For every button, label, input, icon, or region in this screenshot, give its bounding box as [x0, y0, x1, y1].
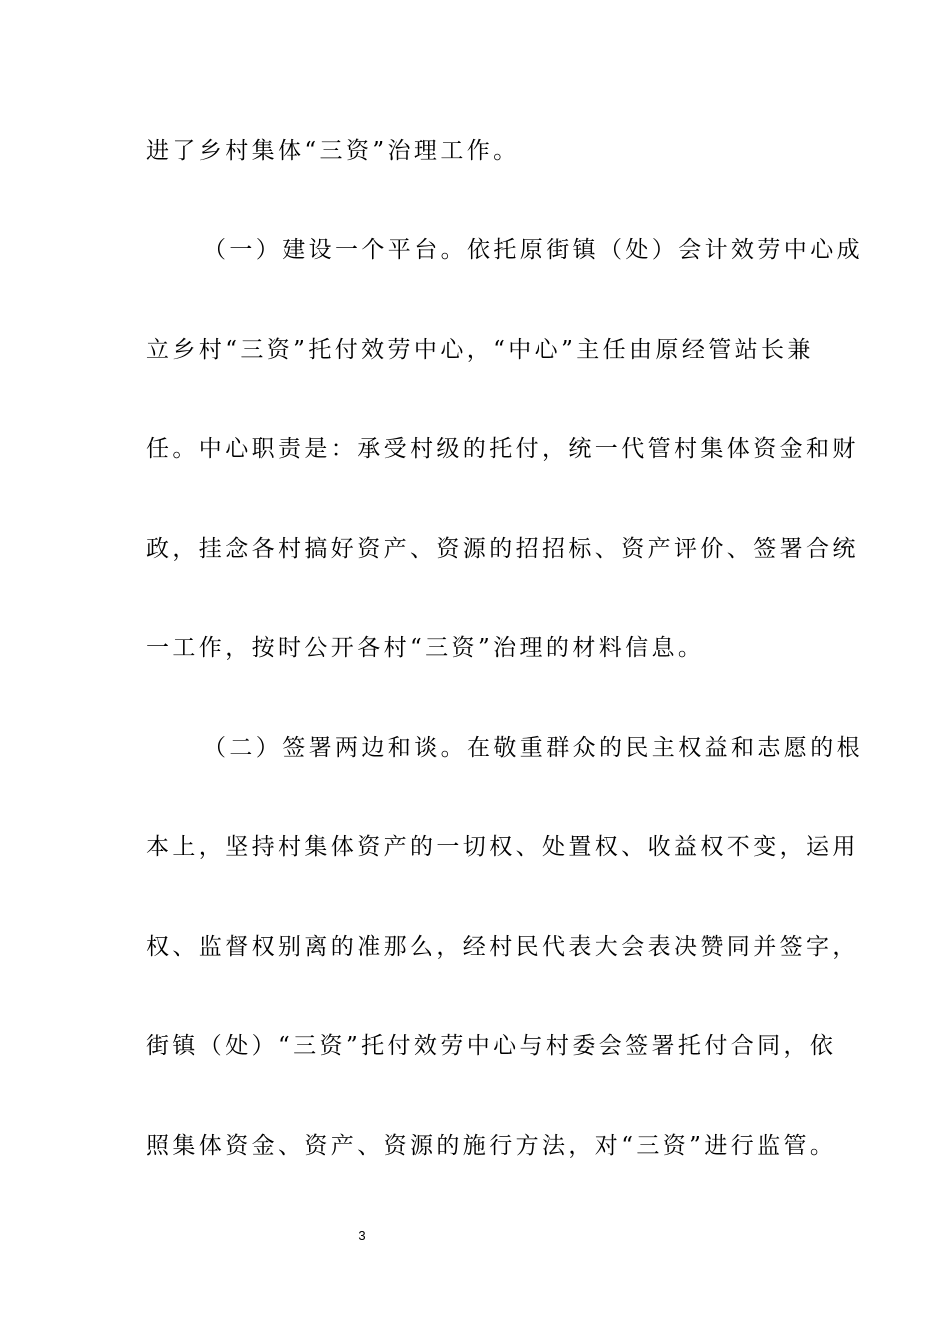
- text-line: 立乡村“三资”托付效劳中心，“中心”主任由原经管站长兼: [146, 337, 814, 363]
- text-line: 进了乡村集体“三资”治理工作。: [146, 138, 520, 164]
- text-line: 政，挂念各村搞好资产、资源的招招标、资产评价、签署合统: [146, 536, 859, 562]
- paragraph-2-heading-line: （二）签署两边和谈。在敬重群众的民主权益和志愿的根: [203, 735, 863, 761]
- page-number: 3: [358, 1228, 366, 1243]
- text-line: 任。中心职责是：承受村级的托付，统一代管村集体资金和财: [146, 436, 859, 462]
- text-line: 街镇（处）“三资”托付效劳中心与村委会签署托付合同，依: [146, 1033, 837, 1059]
- text-line: 权、监督权别离的准那么，经村民代表大会表决赞同并签字，: [146, 934, 859, 960]
- text-line: 一工作，按时公开各村“三资”治理的材料信息。: [146, 635, 705, 661]
- paragraph-1-heading-line: （一）建设一个平台。依托原街镇（处）会计效劳中心成: [203, 237, 863, 263]
- text-line: 本上，坚持村集体资产的一切权、处置权、收益权不变，运用: [146, 834, 859, 860]
- text-line: 照集体资金、资产、资源的施行方法，对“三资”进行监管。: [146, 1133, 837, 1159]
